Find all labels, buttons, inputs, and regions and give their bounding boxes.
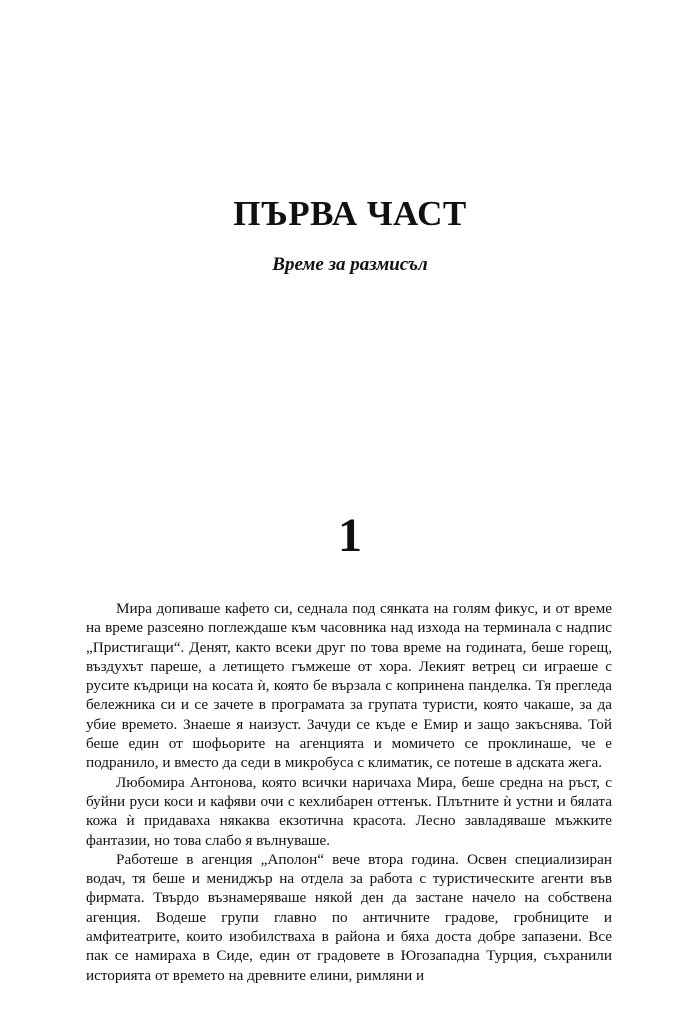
paragraph: Любомира Антонова, която всички наричаха Мира, беше средна на ръст, с буйни руси коси и кафяви очи с кехлибарен оттенък. Плътните ѝ устни и бялата кожа ѝ придаваха някаква екзотична красота. Лесно завладяваше мъжките фантазии, но това слабо я вълнуваше. <box>86 773 612 849</box>
paragraph: Мира допиваше кафето си, седнала под сянката на голям фикус, и от време на време разсеяно поглеждаше към часовника над изхода на терминала с надпис „Пристигащи“. Денят, както всеки друг по това време на годината, беше горещ, въздухът пареше, а летището гъмжеше от хора. Лекият ветрец си играеше с русите къдрици на косата ѝ, която бе вързала с копринена панделка. Тя прегледа бележника си и се зачете в програмата за групата туристи, която чакаше, за да убие времето. Знаеше я наизуст. Зачуди се къде е Емир и защо закъснява. Той беше един от шофьорите на агенцията и момичето се проклинаше, че е подранило, и вместо да седи в микробуса с климатик, се потеше в адската жега. <box>86 600 612 772</box>
chapter-body <box>86 599 612 985</box>
paragraph: Работеше в агенция „Аполон“ вече втора година. Освен специализиран водач, тя беше и мениджър на отдела за работа с туристическите агенти във фирмата. Твърдо възнамеряваше някой ден да застане начело на собствена агенция. Водеше групи главно по античните градове, гробниците и амфитеатрите, които изобилстваха в района и бяха доста добре запазени. Все пак се намираха в Сиде, един от градовете в Югозападна Турция, съхранили историята от времето на древните елини, римляни и <box>86 850 612 984</box>
part-title: ПЪРВА ЧАСТ <box>233 194 467 233</box>
part-subtitle: Време за размисъл <box>272 254 428 275</box>
chapter-number: 1 <box>338 509 362 562</box>
